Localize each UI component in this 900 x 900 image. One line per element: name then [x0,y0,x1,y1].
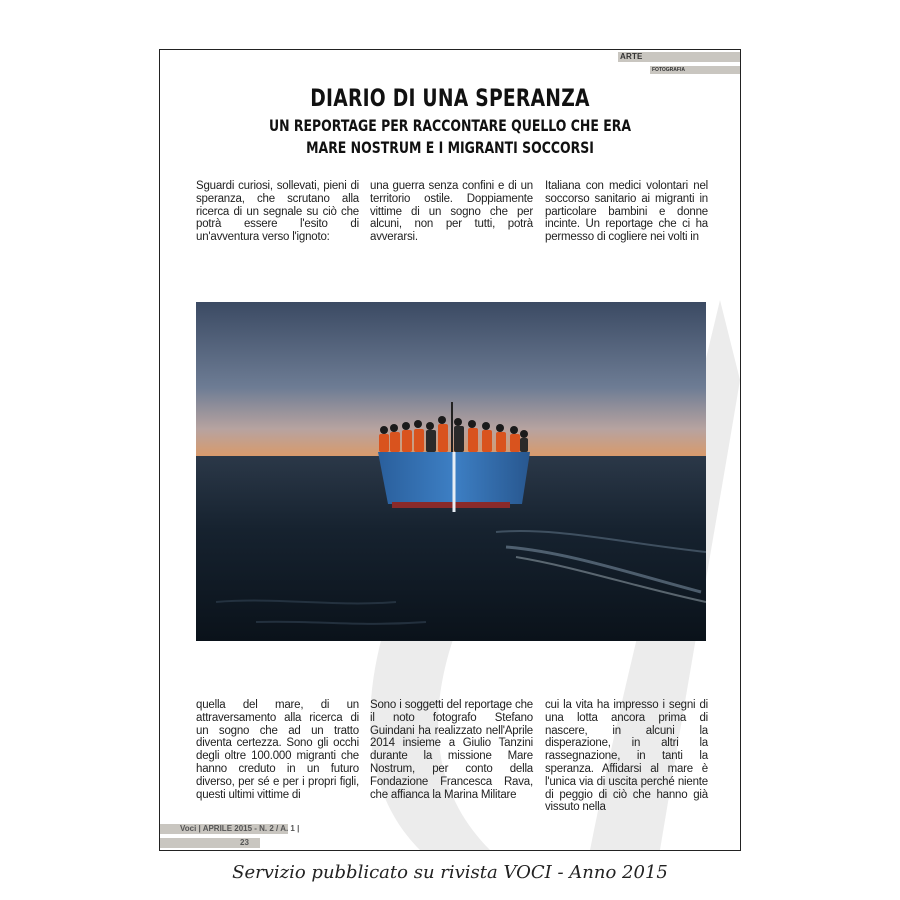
top-column-3: Italiana con medici volontari nel soccorso sanitario ai migranti in particolare bambini e donne incinte. Un reportage che ci ha permesso di cogliere nei volti in [545,180,708,244]
page-number: 23 [240,838,249,847]
publication-caption: Servizio pubblicato su rivista VOCI - Anno 2015 [232,862,668,883]
article-subtitle-line-2: MARE NOSTRUM E I MIGRANTI SOCCORSI [306,138,594,157]
footer-issue-info: Voci | APRILE 2015 - N. 2 / A. 1 | [180,824,300,833]
bottom-column-1: quella del mare, di un attraversamento alla ricerca di un sogno che ad un tratto diventa certezza. Sono gli occhi degli oltre 100.000 migranti che hanno creduto in un futuro diverso, per sé e per i propri figli, questi ultimi vittime di [196,699,359,801]
article-title: DIARIO DI UNA SPERANZA [310,84,590,112]
bottom-column-3: cui la vita ha impresso i segni di una lotta ancora prima di nascere, in alcuni la disperazione, in altri la rassegnazione, in tanti la speranza. Affidarsi al mare è l'unica via di uscita perché niente di peggio di ciò che hanno già vissuto nella [545,699,708,814]
top-column-1: Sguardi curiosi, sollevati, pieni di speranza, che scrutano alla ricerca di un segnale su ciò che potrà essere l'esito di un'avventura verso l'ignoto: [196,180,359,244]
bottom-column-2: Sono i soggetti del reportage che il noto fotografo Stefano Guindani ha realizzato nell'Aprile 2014 insieme a Giulio Tanzini durante la missione Mare Nostrum, per conto della Fondazione Francesca Rava, che affianca la Marina Militare [370,699,533,801]
migrant-boat-photo [196,302,706,641]
section-label: ARTE [620,52,643,61]
subsection-label: FOTOGRAFIA [652,67,685,73]
magazine-page [159,49,741,851]
top-column-2: una guerra senza confini e di un territorio ostile. Doppiamente vittime di un sogno che per alcuni, non per tutti, potrà avverarsi. [370,180,533,244]
article-subtitle-line-1: UN REPORTAGE PER RACCONTARE QUELLO CHE ERA [268,116,632,135]
